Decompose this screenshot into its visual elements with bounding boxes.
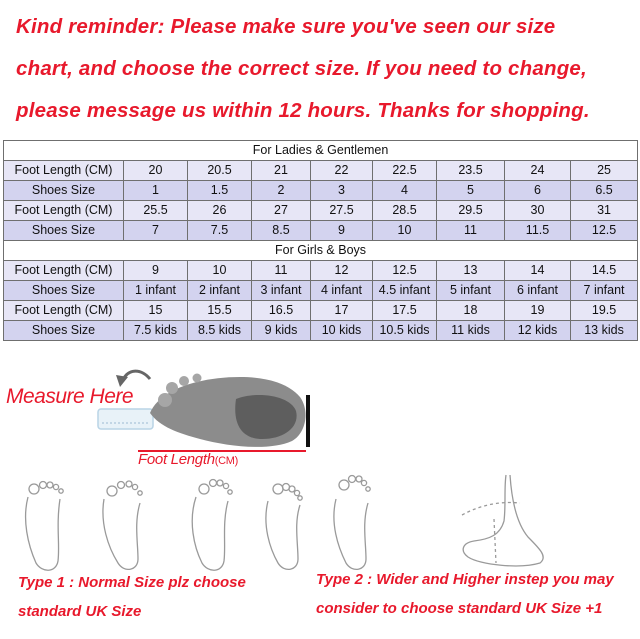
type-2-line-1: Type 2 : Wider and Higher instep you may [316,571,614,588]
table-cell: 2 infant [188,281,252,301]
table-cell: 26 [188,201,252,221]
type-1-note [18,568,246,626]
normal-foot-outline-icon-3 [192,480,232,571]
table-row [4,261,638,281]
table-row [4,321,638,341]
table-row [4,181,638,201]
table-cell: 22.5 [373,161,437,181]
table-cell: 3 infant [252,281,311,301]
table-cell: 10 kids [311,321,373,341]
measure-here-label: Measure Here [6,385,134,408]
table-cell: 14.5 [571,261,638,281]
table-cell: 9 kids [252,321,311,341]
table-cell: 10 [373,221,437,241]
ruler-icon [98,409,153,429]
table-cell: 7 infant [571,281,638,301]
table-cell: 7.5 kids [124,321,188,341]
table-cell: 15 [124,301,188,321]
table-cell: 29.5 [437,201,505,221]
row-label: Foot Length (CM) [4,301,124,321]
table-cell: 6 [505,181,571,201]
kids-heading-row [4,241,638,261]
table-row [4,301,638,321]
type-2-line-2: consider to choose standard UK Size +1 [316,600,603,617]
row-label: Shoes Size [4,221,124,241]
size-chart-table [3,140,638,341]
table-cell: 8.5 kids [188,321,252,341]
high-instep-side-view-icon [462,475,543,566]
normal-foot-outline-icon-1 [26,482,64,571]
reminder-line-1: Kind reminder: Please make sure you've seen our size [16,15,556,38]
table-cell: 16.5 [252,301,311,321]
table-cell: 23.5 [437,161,505,181]
row-label: Foot Length (CM) [4,261,124,281]
foot-outlines [0,465,640,575]
heel-stop-bar [306,395,310,447]
row-label: Shoes Size [4,321,124,341]
table-cell: 14 [505,261,571,281]
table-cell: 31 [571,201,638,221]
table-cell: 6 infant [505,281,571,301]
adults-heading-row [4,141,638,161]
table-cell: 18 [437,301,505,321]
reminder-line-3: please message us within 12 hours. Thanks for shopping. [16,99,590,122]
table-cell: 7 [124,221,188,241]
reminder-line-2: chart, and choose the correct size. If you need to change, [16,57,587,80]
foot-measure-illustration [0,355,640,475]
table-cell: 17 [311,301,373,321]
table-cell: 27.5 [311,201,373,221]
row-label: Shoes Size [4,181,124,201]
row-label: Shoes Size [4,281,124,301]
type-1-line-1: Type 1 : Normal Size plz choose [18,574,246,591]
table-row [4,201,638,221]
kind-reminder [16,6,631,132]
table-cell: 21 [252,161,311,181]
foot-length-unit: (CM) [214,455,238,467]
table-cell: 11 kids [437,321,505,341]
table-cell: 13 [437,261,505,281]
table-cell: 1 [124,181,188,201]
table-cell: 17.5 [373,301,437,321]
table-row [4,161,638,181]
table-cell: 1.5 [188,181,252,201]
table-cell: 19 [505,301,571,321]
curved-arrow-icon [122,371,150,382]
table-cell: 4 [373,181,437,201]
table-cell: 4.5 infant [373,281,437,301]
table-cell: 20.5 [188,161,252,181]
table-cell: 22 [311,161,373,181]
table-cell: 13 kids [571,321,638,341]
normal-foot-outline-icon-2 [103,481,142,569]
table-cell: 1 infant [124,281,188,301]
wide-foot-outline-icon-2 [334,476,370,570]
table-row [4,221,638,241]
table-cell: 12.5 [373,261,437,281]
table-cell: 28.5 [373,201,437,221]
table-cell: 9 [124,261,188,281]
table-cell: 11 [252,261,311,281]
table-cell: 7.5 [188,221,252,241]
type-2-note [316,565,614,623]
table-cell: 24 [505,161,571,181]
foot-length-text: Foot Length [138,451,215,468]
table-cell: 27 [252,201,311,221]
foot-type-illustrations [0,465,640,575]
table-cell: 19.5 [571,301,638,321]
table-cell: 25.5 [124,201,188,221]
table-cell: 2 [252,181,311,201]
kids-heading: For Girls & Boys [4,241,638,261]
table-cell: 8.5 [252,221,311,241]
row-label: Foot Length (CM) [4,201,124,221]
table-cell: 11 [437,221,505,241]
table-cell: 15.5 [188,301,252,321]
table-cell: 20 [124,161,188,181]
table-cell: 25 [571,161,638,181]
adults-heading: For Ladies & Gentlemen [4,141,638,161]
table-cell: 12 [311,261,373,281]
table-cell: 12.5 [571,221,638,241]
table-cell: 4 infant [311,281,373,301]
table-cell: 30 [505,201,571,221]
table-row [4,281,638,301]
table-cell: 10 [188,261,252,281]
table-cell: 6.5 [571,181,638,201]
table-cell: 10.5 kids [373,321,437,341]
table-cell: 3 [311,181,373,201]
table-cell: 5 [437,181,505,201]
table-cell: 5 infant [437,281,505,301]
table-cell: 11.5 [505,221,571,241]
measure-diagram [0,355,640,475]
table-cell: 9 [311,221,373,241]
row-label: Foot Length (CM) [4,161,124,181]
type-1-line-2: standard UK Size [18,603,142,620]
wide-foot-outline-icon-1 [266,484,302,570]
table-cell: 12 kids [505,321,571,341]
